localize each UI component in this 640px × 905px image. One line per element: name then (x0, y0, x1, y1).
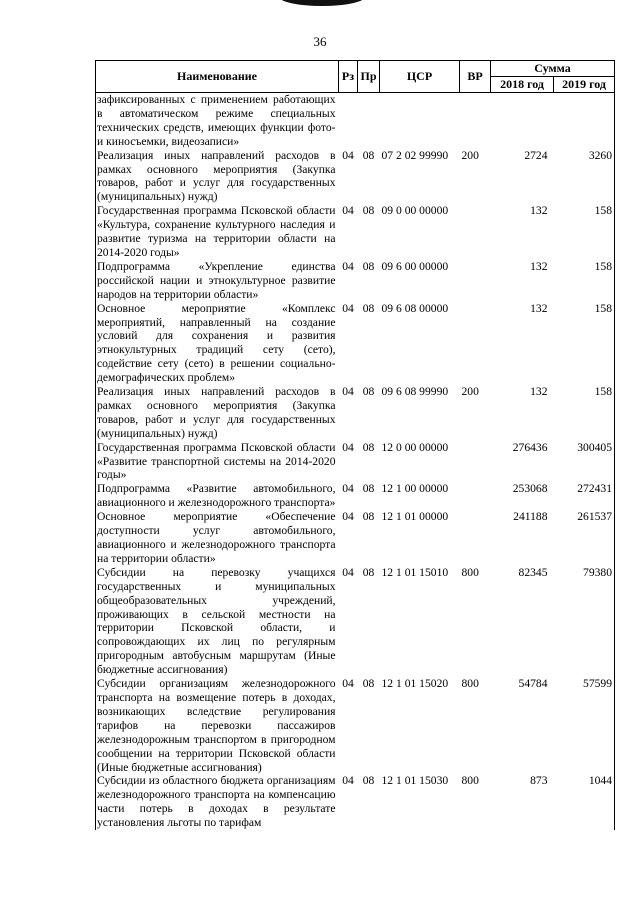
row-csr (380, 93, 460, 149)
table-row (96, 482, 615, 510)
row-name: Государственная программа Псковской области «Культура, сохранение культурного наследия и развитие туризма на территории области на 2014-2020 годы» (96, 204, 339, 260)
row-rz: 04 (342, 510, 354, 524)
row-csr: 09 6 08 99990 (381, 385, 449, 399)
row-pr: 08 (362, 259, 375, 273)
row-vr (460, 482, 491, 510)
row-rz: 04 (342, 677, 354, 691)
row-sum-2018: 241188 (513, 510, 548, 524)
row-sum-2018: 276436 (512, 440, 548, 454)
row-pr: 08 (362, 677, 375, 691)
row-sum-2018: 132 (530, 204, 548, 218)
table-row (96, 260, 615, 302)
row-sum-2019: 158 (554, 302, 615, 385)
row-sum-2018: 54784 (518, 677, 548, 691)
table-row (96, 677, 615, 774)
row-pr: 08 (362, 301, 375, 315)
header-year-2019: 2019 год (554, 77, 615, 93)
row-sum-2019: 57599 (554, 677, 615, 774)
row-rz: 04 (342, 301, 354, 315)
row-sum-2019 (554, 93, 615, 149)
row-name: Основное мероприятие «Комплекс мероприятий, направленный на создание условий для сохранения и развития этнокультурных традиций сету (сето), содействие сету (сето) в решении социально-демографических проблем» (96, 302, 339, 385)
row-sum-2019: 158 (554, 385, 615, 441)
row-name: Подпрограмма «Развитие автомобильного, авиационного и железнодорожного транспорта» (96, 482, 339, 510)
row-rz: 04 (342, 440, 354, 454)
row-vr: 800 (461, 565, 479, 579)
row-rz: 04 (342, 774, 354, 788)
scan-edge-mark (278, 0, 366, 6)
row-sum-2019: 3260 (554, 149, 615, 205)
row-vr: 200 (461, 148, 479, 162)
table-row (96, 93, 615, 149)
row-rz: 04 (342, 482, 354, 496)
row-sum-2018: 873 (530, 774, 548, 788)
row-pr: 08 (362, 148, 375, 162)
row-pr (358, 93, 380, 149)
table-row (96, 204, 615, 260)
row-name: Подпрограмма «Укрепление единства российской нации и этнокультурное развитие народов на территории области» (96, 260, 339, 302)
row-vr (460, 260, 491, 302)
row-sum-2018: 82345 (518, 565, 548, 579)
row-vr (460, 302, 491, 385)
row-sum-2018 (491, 93, 554, 149)
header-rz: Рз (339, 61, 358, 93)
table-row (96, 302, 615, 385)
row-pr: 08 (362, 482, 375, 496)
row-vr (460, 441, 491, 483)
row-vr (460, 93, 491, 149)
row-vr (460, 510, 491, 566)
row-sum-2019: 158 (554, 260, 615, 302)
row-name: Субсидии из областного бюджета организациям железнодорожного транспорта на компенсацию части потерь в доходах в результате установления льготы по тарифам (96, 774, 339, 830)
table-row (96, 510, 615, 566)
row-csr: 09 6 08 00000 (381, 301, 449, 315)
row-sum-2018: 253068 (512, 482, 548, 496)
row-csr: 09 0 00 00000 (381, 204, 449, 218)
row-csr: 12 1 01 00000 (381, 510, 449, 524)
row-sum-2018: 132 (530, 385, 548, 399)
row-rz (339, 93, 358, 149)
table-row (96, 774, 615, 830)
row-sum-2019: 300405 (554, 441, 615, 483)
header-csr: ЦСР (380, 61, 460, 93)
row-pr: 08 (362, 440, 375, 454)
row-name: Субсидии на перевозку учащихся государственных и муниципальных общеобразовательных учреждений, проживающих в сельской местности на территории Псковской области, и сопровождающих их лиц по регулярным пригородным автобусным маршрутам (Иные бюджетные ассигнования) (96, 566, 339, 677)
row-name: зафиксированных с применением работающих в автоматическом режиме специальных технических средств, имеющих функции фото- и киносъемки, видеозаписи» (96, 93, 339, 149)
budget-table (95, 60, 615, 830)
row-csr: 12 1 01 15010 (381, 565, 449, 579)
row-sum-2019: 272431 (554, 482, 615, 510)
row-sum-2018: 132 (530, 259, 548, 273)
table-row (96, 441, 615, 483)
row-csr: 12 1 01 15030 (381, 774, 449, 788)
row-name: Реализация иных направлений расходов в рамках основного мероприятия (Закупка товаров, работ и услуг для государственных (муниципальных) нужд) (96, 149, 339, 205)
row-rz: 04 (342, 385, 354, 399)
row-rz: 04 (342, 565, 354, 579)
row-csr: 12 0 00 00000 (381, 440, 449, 454)
row-name: Государственная программа Псковской области «Развитие транспортной системы на 2014-2020 годы» (96, 441, 339, 483)
row-pr: 08 (362, 510, 375, 524)
table-body (96, 93, 615, 831)
row-pr: 08 (362, 385, 375, 399)
row-vr: 800 (461, 677, 479, 691)
row-sum-2019: 79380 (554, 566, 615, 677)
header-sum: Сумма (491, 61, 615, 77)
header-name: Наименование (96, 61, 339, 93)
table-row (96, 149, 615, 205)
row-rz: 04 (342, 204, 354, 218)
table-row (96, 566, 615, 677)
row-vr: 200 (461, 385, 479, 399)
row-sum-2019: 261537 (554, 510, 615, 566)
row-csr: 09 6 00 00000 (381, 259, 449, 273)
row-csr: 07 2 02 99990 (381, 148, 449, 162)
row-rz: 04 (342, 148, 354, 162)
header-vr: ВР (460, 61, 491, 93)
row-sum-2019: 1044 (554, 774, 615, 830)
row-pr: 08 (362, 565, 375, 579)
row-rz: 04 (342, 259, 354, 273)
row-pr: 08 (362, 774, 375, 788)
table-row (96, 385, 615, 441)
row-sum-2018: 132 (530, 301, 548, 315)
row-sum-2019: 158 (554, 204, 615, 260)
row-name: Субсидии организациям железнодорожного транспорта на возмещение потерь в доходах, возникающих вследствие регулирования тарифов на перевозки пассажиров железнодорожным транспортом в пригородном сообщении на территории Псковской области (Иные бюджетные ассигнования) (96, 677, 339, 774)
header-year-2018: 2018 год (491, 77, 554, 93)
header-pr: Пр (358, 61, 380, 93)
row-name: Основное мероприятие «Обеспечение доступности услуг автомобильного, авиационного и железнодорожного транспорта на территории области» (96, 510, 339, 566)
row-vr (460, 204, 491, 260)
row-sum-2018: 2724 (524, 148, 548, 162)
row-pr: 08 (362, 204, 375, 218)
row-csr: 12 1 01 15020 (381, 677, 449, 691)
header-row (96, 61, 615, 77)
page-number: 36 (313, 34, 327, 49)
row-csr: 12 1 00 00000 (381, 482, 449, 496)
row-vr: 800 (461, 774, 479, 788)
row-name: Реализация иных направлений расходов в рамках основного мероприятия (Закупка товаров, работ и услуг для государственных (муниципальных) нужд) (96, 385, 339, 441)
